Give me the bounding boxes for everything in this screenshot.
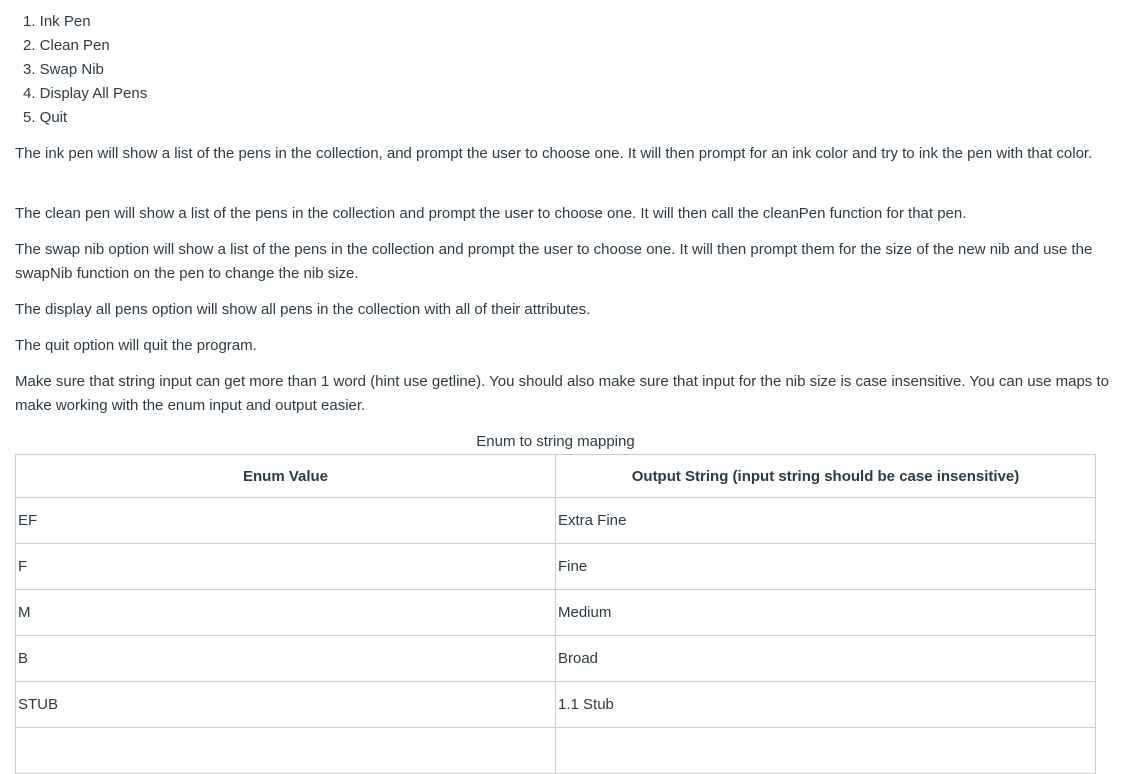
header-enum-value: Enum Value <box>16 455 556 498</box>
swap-nib-description: The swap nib option will show a list of the pens in the collection and prompt the user to choose one. It will then prompt them for the size of the new nib and use the swapNib function on the pen to change the nib size. <box>15 241 1093 282</box>
clean-pen-description: The clean pen will show a list of the pens in the collection and prompt the user to choose one. It will then call the cleanPen function for that pen. <box>15 205 967 222</box>
menu-options-list <box>23 10 147 130</box>
enum-cell: B <box>16 636 556 682</box>
string-cell: Extra Fine <box>556 498 1096 544</box>
table-row <box>16 590 1096 636</box>
table-caption: Enum to string mapping <box>476 433 635 450</box>
ink-pen-description: The ink pen will show a list of the pens in the collection, and prompt the user to choose one. It will then prompt for an ink color and try to ink the pen with that color. <box>15 145 1093 162</box>
menu-option-ink-pen: 1. Ink Pen <box>23 13 91 30</box>
string-cell <box>556 728 1096 774</box>
enum-cell: M <box>16 590 556 636</box>
menu-option-quit: 5. Quit <box>23 109 68 126</box>
table-row <box>16 728 1096 774</box>
menu-option-display-all-pens: 4. Display All Pens <box>23 85 148 102</box>
string-cell: Fine <box>556 544 1096 590</box>
input-note: Make sure that string input can get more than 1 word (hint use getline). You should also make sure that input for the nib size is case insensitive. You can use maps to make working with the enum input and output easier. <box>15 373 1109 414</box>
string-cell: Broad <box>556 636 1096 682</box>
string-cell: Medium <box>556 590 1096 636</box>
display-all-description: The display all pens option will show all pens in the collection with all of their attributes. <box>15 301 591 318</box>
enum-cell: STUB <box>16 682 556 728</box>
table-row <box>16 636 1096 682</box>
table-row <box>16 498 1096 544</box>
table-row <box>16 682 1096 728</box>
table-row <box>16 544 1096 590</box>
enum-cell: EF <box>16 498 556 544</box>
menu-option-clean-pen: 2. Clean Pen <box>23 37 110 54</box>
string-cell: 1.1 Stub <box>556 682 1096 728</box>
enum-cell: F <box>16 544 556 590</box>
enum-mapping-table <box>15 454 1096 774</box>
table-header-row <box>16 455 1096 498</box>
enum-cell <box>16 728 556 774</box>
quit-description: The quit option will quit the program. <box>15 337 257 354</box>
menu-option-swap-nib: 3. Swap Nib <box>23 61 104 78</box>
header-output-string: Output String (input string should be case insensitive) <box>556 455 1096 498</box>
